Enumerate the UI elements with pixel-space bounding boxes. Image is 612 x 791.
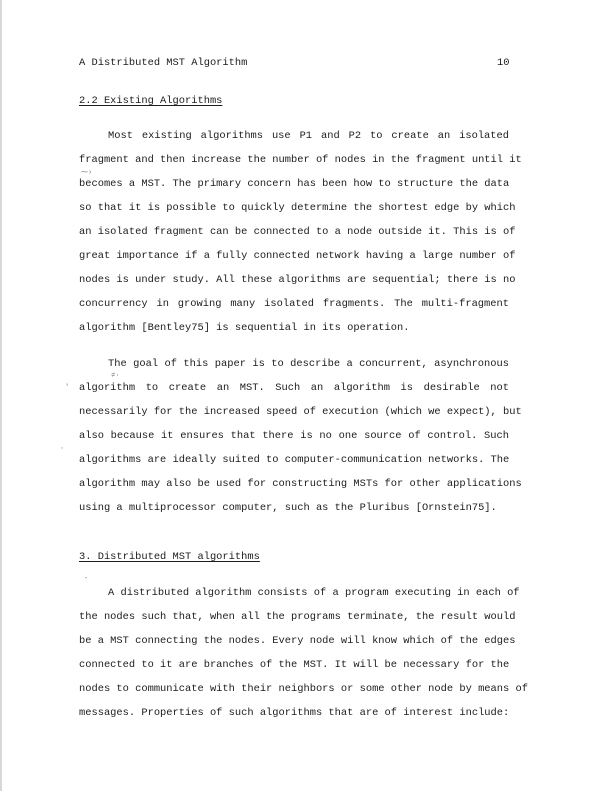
scan-speck: · xyxy=(60,445,65,453)
paragraph-line: connected to it are branches of the MST. It will be necessary for the xyxy=(79,659,510,671)
section-heading-3: 3. Distributed MST algorithms xyxy=(79,551,260,563)
paragraph-line: A distributed algorithm consists of a program executing in each of xyxy=(108,587,520,599)
scan-speck: ≠· xyxy=(111,372,120,380)
page-number: 10 xyxy=(497,57,510,69)
paragraph-line: be a MST connecting the nodes. Every node will know which of the edges xyxy=(79,635,516,647)
scan-edge xyxy=(0,0,2,791)
paragraph-line: algorithm [Bentley75] is sequential in its operation. xyxy=(79,322,410,334)
section-heading-2-2: 2.2 Existing Algorithms xyxy=(79,95,223,107)
paragraph-line: also because it ensures that there is no one source of control. Such xyxy=(79,430,509,442)
paragraph-line: fragment and then increase the number of nodes in the fragment until it xyxy=(79,154,522,166)
paragraph-line: an isolated fragment can be connected to a node outside it. This is of xyxy=(79,226,516,238)
paragraph-line: algorithm to create an MST. Such an algorithm is desirable not xyxy=(79,382,509,394)
paragraph-line: The goal of this paper is to describe a concurrent, asynchronous xyxy=(108,358,509,370)
paragraph-line: the nodes such that, when all the programs terminate, the result would xyxy=(79,611,516,623)
paragraph-line: algorithm may also be used for constructing MSTs for other applications xyxy=(79,478,522,490)
paragraph-line: algorithms are ideally suited to computer-communication networks. The xyxy=(79,454,510,466)
paragraph-line: so that it is possible to quickly determine the shortest edge by which xyxy=(79,202,516,214)
running-header: A Distributed MST Algorithm xyxy=(79,57,248,69)
paragraph-line: Most existing algorithms use P1 and P2 to create an isolated xyxy=(108,130,509,142)
paragraph-line: becomes a MST. The primary concern has been how to structure the data xyxy=(79,178,510,190)
paragraph-line: nodes to communicate with their neighbors or some other node by means of xyxy=(79,683,528,695)
paragraph-line: nodes is under study. All these algorithms are sequential; there is no xyxy=(79,274,516,286)
paragraph-line: necessarily for the increased speed of execution (which we expect), but xyxy=(79,406,522,418)
paragraph-line: concurrency in growing many isolated fragments. The multi-fragment xyxy=(79,298,509,310)
paragraph-line: using a multiprocessor computer, such as the Pluribus [Ornstein75]. xyxy=(79,502,497,514)
paragraph-line: great importance if a fully connected network having a large number of xyxy=(79,250,516,262)
scan-speck: ' xyxy=(65,384,70,392)
scan-speck: ⁓› xyxy=(81,169,93,177)
paragraph-line: messages. Properties of such algorithms that are of interest include: xyxy=(79,707,510,719)
scan-speck: - xyxy=(84,575,89,583)
